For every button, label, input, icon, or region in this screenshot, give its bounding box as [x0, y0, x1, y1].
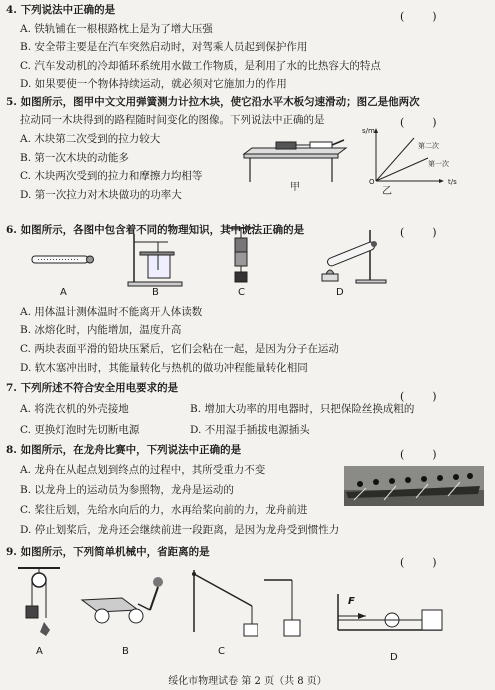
q8-answer-paren: ( ) — [400, 448, 437, 461]
q9-label-c: C — [218, 646, 225, 657]
q7-option-c: C. 更换灯泡时先切断电源 — [20, 424, 140, 436]
q5-figure-yi-graph — [366, 126, 446, 186]
q5-figure-jia-label: 甲 — [290, 182, 300, 193]
q8-stem: 8. 如图所示，在龙舟比赛中，下列说法中正确的是 — [6, 444, 242, 456]
q6-figure-d-test-tube — [316, 226, 388, 284]
q6-label-d: D — [336, 287, 344, 298]
q5-graph-y-label: s/m — [362, 127, 375, 135]
q9-stem: 9. 如图所示，下列简单机械中，省距离的是 — [6, 546, 210, 558]
q5-answer-paren: ( ) — [400, 116, 437, 129]
q7-option-d: D. 不用湿手插拔电源插头 — [190, 424, 310, 436]
q6-option-b: B. 冰熔化时，内能增加，温度升高 — [20, 324, 182, 336]
page-footer: 绥化市物理试卷 第 2 页（共 8 页） — [168, 676, 327, 687]
q6-option-c: C. 两块表面平滑的铅块压紧后，它们会粘在一起，是因为分子在运动 — [20, 343, 339, 355]
q6-figure-c-lead-blocks — [226, 226, 256, 284]
q6-figure-b-ice-beaker — [124, 230, 186, 288]
q5-graph-x-label: t/s — [448, 178, 457, 186]
q8-dragon-boat-photo — [344, 466, 484, 506]
q5-option-c: C. 木块两次受到的拉力和摩擦力均相等 — [20, 170, 203, 182]
q5-graph-origin-label: O — [369, 178, 375, 186]
q9-figure-a-pulley — [14, 566, 64, 640]
q9-label-b: B — [122, 646, 129, 657]
q6-stem: 6. 如图所示，各图中包含着不同的物理知识，其中说法正确的是 — [6, 224, 305, 236]
q4-stem: 4. 下列说法中正确的是 — [6, 4, 116, 16]
q7-option-b: B. 增加大功率的用电器时，只把保险丝换成粗的 — [190, 403, 415, 415]
q8-option-c: C. 桨往后划，先给水向后的力，水再给桨向前的力，龙舟前进 — [20, 504, 308, 516]
q7-option-a: A. 将洗衣机的外壳接地 — [20, 403, 129, 415]
q5-graph-line1-label: 第一次 — [428, 160, 449, 168]
q5-option-a: A. 木块第二次受到的拉力较大 — [20, 133, 161, 145]
q9-figure-c-weight — [262, 576, 310, 640]
q4-option-c: C. 汽车发动机的冷却循环系统用水做工作物质，是利用了水的比热容大的特点 — [20, 60, 381, 72]
q5-option-b: B. 第一次木块的动能多 — [20, 152, 129, 164]
q6-label-a: A — [60, 287, 67, 298]
q6-figure-a-thermometer — [28, 248, 98, 272]
q4-option-a: A. 铁轨铺在一根根路枕上是为了增大压强 — [20, 23, 213, 35]
q6-option-a: A. 用体温计测体温时不能离开人体读数 — [20, 306, 203, 318]
q8-option-d: D. 停止划桨后，龙舟还会继续前进一段距离，是因为龙舟受到惯性力 — [20, 524, 340, 536]
q5-stem-line2: 拉动同一木块得到的路程随时间变化的图像。下列说法中正确的是 — [20, 114, 325, 126]
q9-answer-paren: ( ) — [400, 556, 437, 569]
q5-option-d: D. 第一次拉力对木块做功的功率大 — [20, 189, 182, 201]
q6-answer-paren: ( ) — [400, 226, 437, 239]
q7-stem: 7. 下列所述不符合安全用电要求的是 — [6, 382, 179, 394]
q6-option-d: D. 软木塞冲出时，其能量转化与热机的做功冲程能量转化相同 — [20, 362, 308, 374]
q6-label-b: B — [152, 287, 159, 298]
q9-label-d: D — [390, 652, 398, 663]
q8-option-a: A. 龙舟在从起点划到终点的过程中，其所受重力不变 — [20, 464, 266, 476]
q7-answer-paren: ( ) — [400, 390, 437, 403]
q4-answer-paren: ( ) — [400, 10, 437, 23]
q5-graph-line2-label: 第二次 — [418, 142, 439, 150]
q6-label-c: C — [238, 287, 245, 298]
q4-option-d: D. 如果要使一个物体持续运动，就必须对它施加力的作用 — [20, 78, 287, 90]
q9-figure-c-lever — [188, 566, 258, 640]
q5-figure-yi-label: 乙 — [382, 186, 392, 197]
q5-stem-line1: 5. 如图所示，图甲中文文用弹簧测力计拉木块，使它沿水平木板匀速滑动；图乙是他两次 — [6, 96, 420, 108]
q9-label-a: A — [36, 646, 43, 657]
q9-force-label: F — [348, 596, 355, 607]
q4-option-b: B. 安全带主要是在汽车突然启动时，对驾乘人员起到保护作用 — [20, 41, 308, 53]
q8-option-b: B. 以龙舟上的运动员为参照物，龙舟是运动的 — [20, 484, 234, 496]
q9-figure-b-wheelbarrow — [78, 570, 174, 630]
